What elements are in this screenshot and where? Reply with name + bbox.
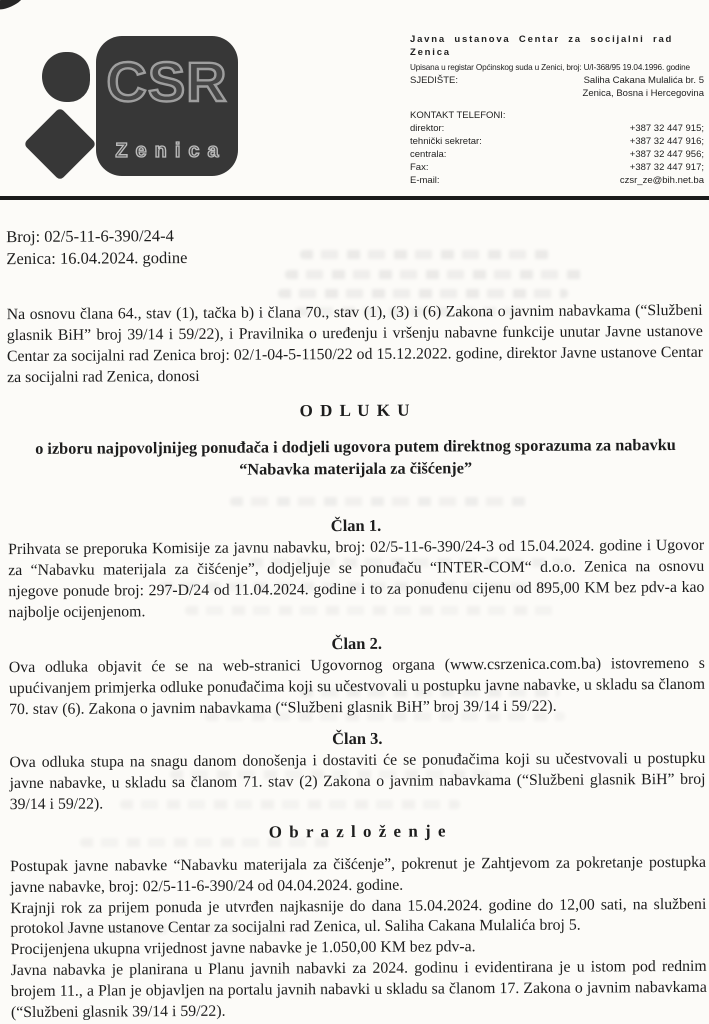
letterhead bbox=[0, 0, 709, 196]
article-1-heading: Član 1. bbox=[330, 515, 382, 536]
contact-value: czsr_ze@bih.net.ba bbox=[619, 175, 704, 186]
article-2-heading: Član 2. bbox=[331, 633, 382, 654]
csr-logo bbox=[36, 30, 242, 182]
seat-city-row bbox=[410, 87, 704, 100]
article-3-body: Ova odluka stupa na snagu danom donošenja i dostaviti će se ponuđačima koji su učestvovali u postupku javne nabavke, u skladu sa članom 71. stav (2) Zakona o javnim nabavkama (“Službeni glasnik BiH” broj 39/14 i 59/22). bbox=[9, 749, 706, 814]
registration-line: Upisana u registar Općinskog suda u Zenici, broj: U/I-368/95 19.04.1996. godine bbox=[410, 63, 690, 72]
org-name-line2: Zenica bbox=[410, 46, 451, 58]
article-1-body: Prihvata se preporuka Komisije za javnu nabavku, broj: 02/5-11-6-390/24-3 od 15.04.2024. godine i Ugovor za “Nabavku materijala za čišćenje”, dodjeljuje se ponuđaču “INTER-COM“ d.o.o. Zenica na osnovu njegove ponude broj: 297-D/24 od 11.04.2024. godine i to za ponuđenu cijenu od 895,00 KM bez pdv-a kao najbolje ocijenjenom. bbox=[8, 536, 705, 622]
contact-row bbox=[410, 122, 704, 135]
seat-row bbox=[410, 74, 704, 87]
contact-value: +387 32 447 917; bbox=[629, 162, 704, 173]
logo-person-arrow-shape bbox=[23, 107, 97, 181]
letterhead-info bbox=[410, 34, 704, 187]
contact-label: Fax: bbox=[410, 162, 429, 173]
logo-acronym: CSR bbox=[106, 50, 228, 113]
decision-title: O D L U K U bbox=[299, 400, 412, 421]
decision-subtitle-line2: “Nabavka materijala za čišćenje” bbox=[239, 457, 473, 479]
contacts-label: KONTAKT TELEFONI: bbox=[410, 110, 506, 121]
article-2-body: Ova odluka objavit će se na web-stranici Ugovornog organa (www.csrzenica.com.ba) istovremeno s upućivanjem primjerka odluke ponuđačima koji su učestvovali u postupku javne nabavke, u skladu sa članom 70. stav (6). Zakona o javnim nabavkama (“Službeni glasnik BiH” broj 39/14 i 59/22). bbox=[8, 654, 706, 719]
decision-subtitle-line1: o izboru najpovoljnijeg ponuđača i dodjeli ugovora putem direktnog sporazuma za nabavku bbox=[35, 434, 676, 458]
seat-city: Zenica, Bosna i Hercegovina bbox=[582, 88, 704, 99]
preamble-paragraph: Na osnovu člana 64., stav (1), tačka b) i člana 70., stav (1), (3) i (6) Zakona o javnim nabavkama (“Službeni glasnik BiH” broj 39/14 i 59/22), i Pravilnika o uređenju i vršenju nabavne funkcije unutar Javne ustanove Centar za socijalni rad Zenica broj: 02/1-04-5-1150/22 od 15.12.2022. godine, direktor Javne ustanove Centar za socijalni rad Zenica, donosi bbox=[6, 301, 703, 387]
rationale-paragraph-2: Krajnji rok za prijem ponuda je utvrđen najkasnije do dana 15.04.2024. godine do 12,00 sati, na službeni protokol Javne ustanove Centar za socijalni rad Zenica, ul. Saliha Cakana Mulalića broj 5. bbox=[10, 895, 707, 938]
contact-label: direktor: bbox=[410, 123, 445, 134]
contact-value: +387 32 447 956; bbox=[629, 149, 704, 160]
contact-label: centrala: bbox=[410, 149, 447, 160]
org-name-line1: Javna ustanova Centar za socijalni rad bbox=[410, 34, 674, 45]
logo-box bbox=[96, 36, 238, 176]
reference-number: Broj: 02/5-11-6-390/24-4 bbox=[6, 226, 174, 247]
contact-label: E-mail: bbox=[410, 175, 440, 186]
contact-row bbox=[410, 148, 704, 161]
rationale-paragraph-4: Javna nabavka je planirana u Planu javnih nabavki za 2024. godinu i evidentirana je u istom pod rednim brojem 11., a Plan je objavljen na portalu javnih nabavki u skladu sa članom 17. Zakona o javnim nabavkama (“Službeni glasnik 39/14 i 59/22). bbox=[10, 957, 707, 1021]
contact-label: tehnički sekretar: bbox=[410, 136, 482, 147]
contact-value: +387 32 447 916; bbox=[629, 136, 704, 147]
contact-row bbox=[410, 135, 704, 148]
contact-row bbox=[410, 174, 704, 187]
contact-row bbox=[410, 161, 704, 174]
logo-city: Zenica bbox=[115, 140, 227, 162]
reference-date: Zenica: 16.04.2024. godine bbox=[6, 247, 188, 269]
document-body bbox=[0, 196, 709, 1024]
seat-label: SJEDIŠTE: bbox=[410, 75, 459, 86]
logo-person-head-shape bbox=[42, 52, 90, 102]
rationale-paragraph-3: Procijenjena ukupna vrijednost javne nabavke je 1.050,00 KM bez pdv-a. bbox=[10, 938, 476, 959]
contact-value: +387 32 447 915; bbox=[629, 123, 704, 134]
rationale-heading: O b r a z l o ž e n j e bbox=[268, 821, 448, 842]
article-3-heading: Član 3. bbox=[332, 728, 383, 749]
seat-address: Saliha Cakana Mulalića br. 5 bbox=[583, 75, 704, 86]
rationale-paragraph-1: Postupak javne nabavke “Nabavku materijala za čišćenje”, pokrenut je Zahtjevom za pokretanje postupka javne nabavke, broj: 02/5-11-6-390/24 od 04.04.2024. godine. bbox=[10, 853, 707, 896]
